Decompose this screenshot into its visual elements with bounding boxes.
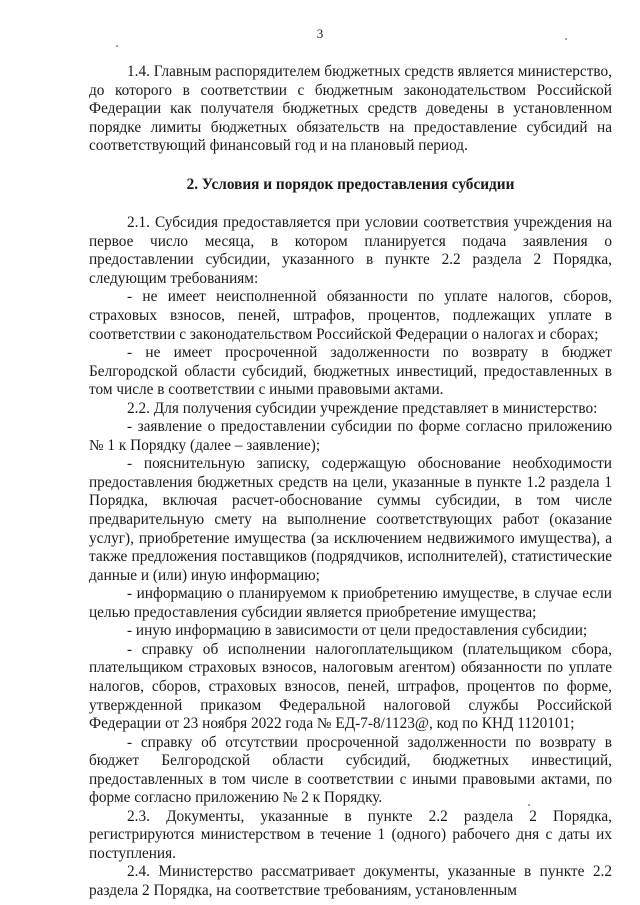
paragraph-2-2-item-f: - справку об отсутствии просроченной задолженности по возврату в бюджет Белгородской области субсидий, бюджетных инвестиций, предоставленных в том числе в соответствии с иными правовыми актами, по форме согласно приложению № 2 к Порядку. — [89, 733, 612, 807]
paragraph-1-4: 1.4. Главным распорядителем бюджетных средств является министерство, до которого в соответствии с бюджетным законодательством Российской Федерации как получателя бюджетных средств доведены в установленном порядке лимиты бюджетных обязательств на предоставление субсидий на соответствующий финансовый год и на плановый период. — [89, 63, 612, 155]
paragraph-2-2: 2.2. Для получения субсидии учреждение представляет в министерство: — [127, 399, 598, 417]
section-2-heading: 2. Условия и порядок предоставления субсидии — [186, 175, 515, 193]
scan-speck — [116, 45, 118, 47]
document-body — [89, 63, 612, 901]
page-number: 3 — [316, 26, 324, 41]
paragraph-2-2-item-c: - информацию о планируемом к приобретению имуществе, в случае если целью предоставления субсидии является приобретение имущества; — [89, 585, 612, 621]
paragraph-2-2-item-b: - пояснительную записку, содержащую обоснование необходимости предоставления бюджетных средств на цели, указанные в пункте 1.2 раздела 1 Порядка, включая расчет-обоснование суммы субсидии, в том числе предварительную смету на выполнение соответствующих работ (оказание услуг), приобретение имущества (за исключением недвижимого имущества), а также предложения поставщиков (подрядчиков, исполнителей), статистические данные и (или) иную информацию; — [89, 455, 612, 584]
paragraph-2-4: 2.4. Министерство рассматривает документы, указанные в пункте 2.2 раздела 2 Порядка, на соответствие требованиям, установленным — [89, 863, 612, 899]
paragraph-2-2-item-a: - заявление о предоставлении субсидии по форме согласно приложению № 1 к Порядку (далее – заявление); — [89, 418, 612, 454]
paragraph-2-1-item-b: - не имеет просроченной задолженности по возврату в бюджет Белгородской области субсидий, бюджетных инвестиций, предоставленных в том числе в соответствии с иными правовыми актами. — [89, 344, 612, 399]
paragraph-2-1: 2.1. Субсидия предоставляется при условии соответствия учреждения на первое число месяца, в котором планируется подача заявления о предоставлении субсидии, указанного в пункте 2.2 раздела 2 Порядка, следующим требованиям: — [89, 214, 612, 287]
paragraph-2-3: 2.3. Документы, указанные в пункте 2.2 раздела 2 Порядка, регистрируются министерством в течение 1 (одного) рабочего дня с даты их поступления. — [89, 807, 612, 862]
scan-speck — [565, 38, 567, 40]
paragraph-2-2-item-e: - справку об исполнении налогоплательщиком (плательщиком сбора, плательщиком страховых взносов, налоговым агентом) обязанности по уплате налогов, сборов, страховых взносов, пеней, штрафов, процентов по форме, утвержденной приказом Федеральной налоговой службы Российской Федерации от 23 ноября 2022 года № ЕД-7-8/1123@, код по КНД 1120101; — [89, 640, 612, 733]
paragraph-2-1-item-a: - не имеет неисполненной обязанности по уплате налогов, сборов, страховых взносов, пеней, штрафов, процентов, подлежащих уплате в соответствии с законодательством Российской Федерации о налогах и сборах; — [89, 288, 612, 343]
paragraph-2-2-item-d: - иную информацию в зависимости от цели предоставления субсидии; — [127, 622, 588, 640]
